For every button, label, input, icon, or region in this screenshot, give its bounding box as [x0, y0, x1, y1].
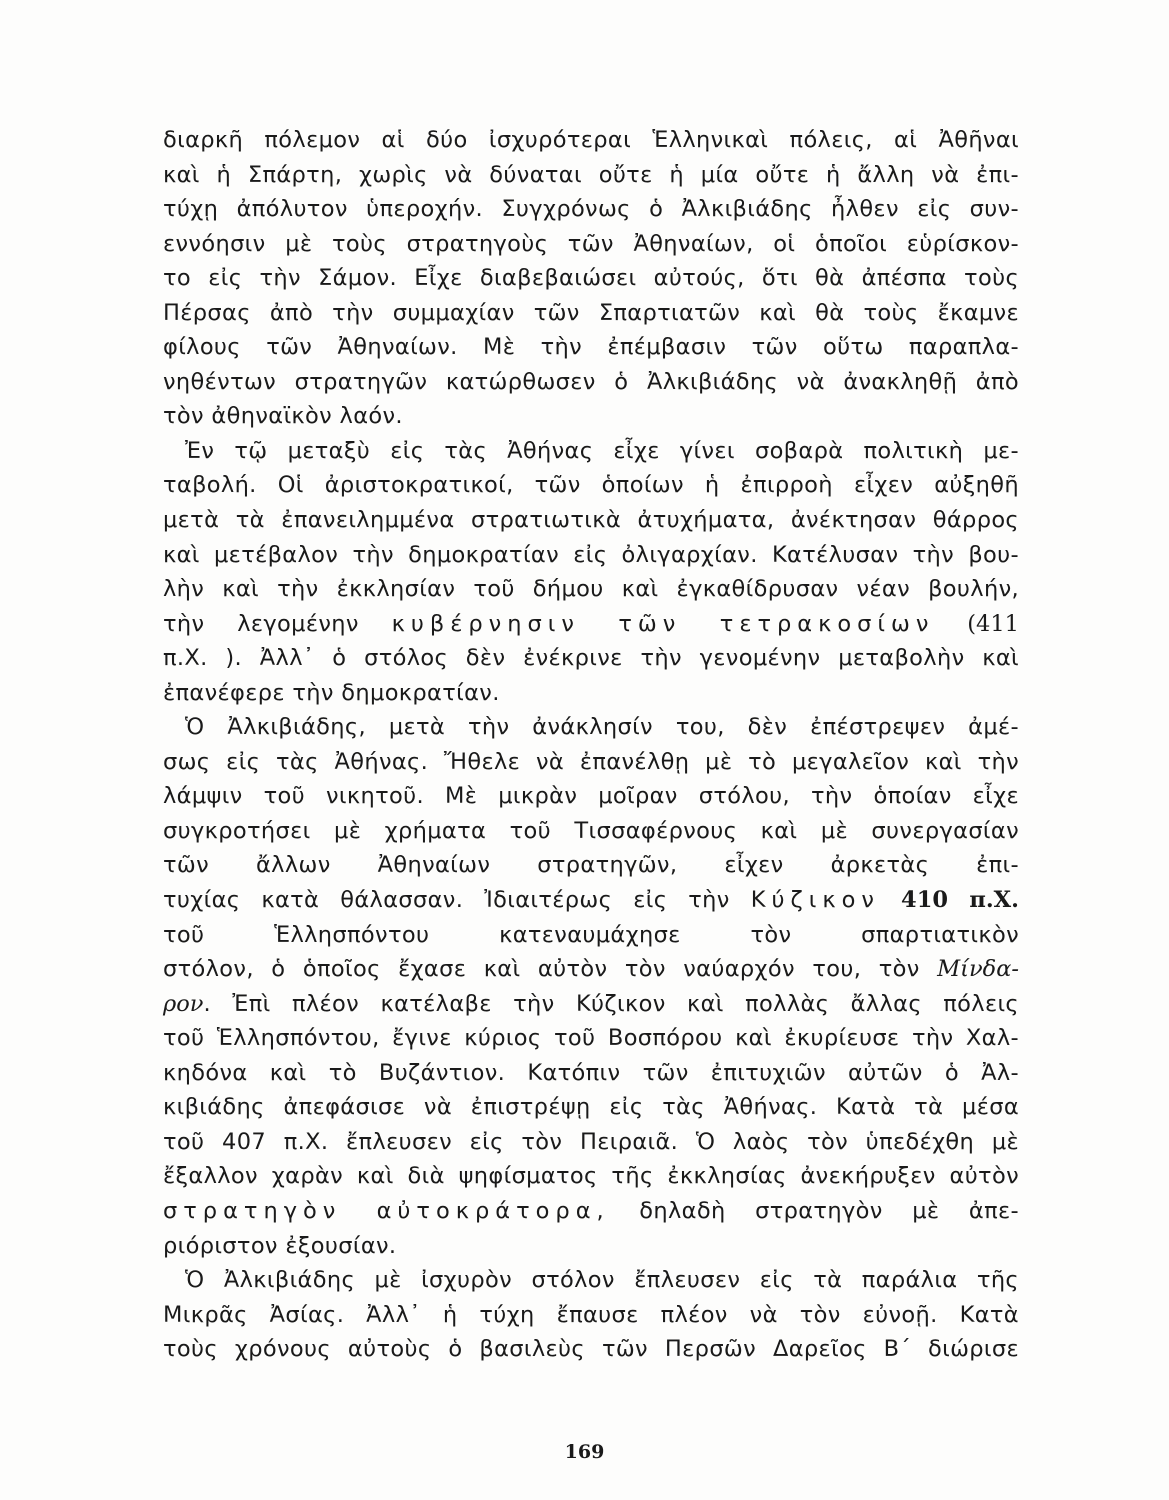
text-line: τοὺς χρόνους αὐτοὺς ὁ βασιλεὺς τῶν Περσῶν Δαρεῖος Β΄ διώρισε	[163, 1336, 1019, 1363]
text-fragment: . Ἐπὶ πλέον κατέλαβε τὴν Κύζικον καὶ πολλὰς ἄλλας πόλεις	[203, 990, 1019, 1017]
text-line	[163, 987, 1019, 1022]
emphasized-term: Κύζικον	[750, 887, 880, 914]
text-fragment: δηλαδὴ στρατηγὸν μὲ ἀπε-	[639, 1197, 1019, 1224]
emphasized-term: στρατηγὸν αὐτοκράτορα,	[163, 1197, 610, 1224]
text-line: Ὁ Ἀλκιβιάδης, μετὰ τὴν ἀνάκλησίν του, δὲν ἐπέστρεψεν ἀμέ-	[185, 714, 1019, 741]
text-line: Πέρσας ἀπὸ τὴν συμμαχίαν τῶν Σπαρτιατῶν καὶ θὰ τοὺς ἔκαμνε	[163, 299, 1019, 326]
text-line: μετὰ τὰ ἐπανειλημμένα στρατιωτικὰ ἀτυχήματα, ἀνέκτησαν θάρρος	[163, 507, 1019, 534]
text-fragment: τυχίας κατὰ θάλασσαν. Ἰδιαιτέρως εἰς τὴν	[163, 887, 730, 914]
text-fragment: στόλον, ὁ ὁποῖος ἔχασε καὶ αὐτὸν τὸν ναύαρχόν του, τὸν	[163, 956, 920, 983]
text-line: λάμψιν τοῦ νικητοῦ. Μὲ μικρὰν μοῖραν στόλου, τὴν ὁποίαν εἶχε	[163, 783, 1019, 810]
text-line: καὶ μετέβαλον τὴν δημοκρατίαν εἰς ὀλιγαρχίαν. Κατέλυσαν τὴν βου-	[163, 541, 1019, 568]
text-fragment: τὴν λεγομένην	[163, 610, 359, 637]
text-line: διαρκῆ πόλεμον αἱ δύο ἰσχυρότεραι Ἑλληνικαὶ πόλεις, αἱ Ἀθῆναι	[163, 127, 1019, 153]
text-line: τοῦ Ἑλλησπόντου κατεναυμάχησε τὸν σπαρτιατικὸν	[163, 921, 1019, 948]
text-line: Ὁ Ἀλκιβιάδης μὲ ἰσχυρὸν στόλον ἔπλευσεν εἰς τὰ παράλια τῆς	[185, 1267, 1019, 1294]
date-fragment: (411	[967, 610, 1019, 637]
text-line: φίλους τῶν Ἀθηναίων. Μὲ τὴν ἐπέμβασιν τῶν οὕτω παραπλα-	[163, 334, 1019, 361]
text-line: τοῦ 407 π.Χ. ἔπλευσεν εἰς τὸν Πειραιᾶ. Ὁ λαὸς τὸν ὑπεδέχθη μὲ	[163, 1128, 1019, 1155]
text-line: τοῦ Ἑλλησπόντου, ἔγινε κύριος τοῦ Βοσπόρου καὶ ἐκυρίευσε τὴν Χαλ-	[163, 1025, 1019, 1052]
text-line: Μικρᾶς Ἀσίας. Ἀλλ᾽ ἡ τύχη ἔπαυσε πλέον νὰ τὸν εὐνοῇ. Κατὰ	[163, 1301, 1019, 1328]
name-italic: Μίνδα-	[937, 956, 1019, 983]
text-line: τύχῃ ἀπόλυτον ὑπεροχήν. Συγχρόνως ὁ Ἀλκιβιάδης ἦλθεν εἰς συν-	[163, 196, 1019, 223]
name-italic: ρον	[163, 990, 204, 1017]
text-line: Ἐν τῷ μεταξὺ εἰς τὰς Ἀθήνας εἶχε γίνει σοβαρὰ πολιτικὴ με-	[185, 437, 1019, 464]
text-line: ταβολή. Οἱ ἀριστοκρατικοί, τῶν ὁποίων ἡ ἐπιρροὴ εἶχεν αὐξηθῆ	[163, 472, 1019, 499]
text-line: το εἰς τὴν Σάμον. Εἶχε διαβεβαιώσει αὐτούς, ὅτι θὰ ἀπέσπα τοὺς	[163, 265, 1019, 292]
text-line	[163, 607, 1019, 642]
body-text	[163, 123, 1019, 1367]
text-line	[163, 1194, 1019, 1229]
text-line: ριόριστον ἐξουσίαν.	[163, 1232, 397, 1259]
text-line: συγκροτήσει μὲ χρήματα τοῦ Τισσαφέρνους καὶ μὲ συνεργασίαν	[163, 817, 1019, 844]
text-line: π.Χ. ). Ἀλλ᾽ ὁ στόλος δὲν ἐνέκρινε τὴν γενομένην μεταβολὴν καὶ	[163, 645, 1019, 672]
page-number: 169	[564, 1441, 605, 1463]
text-line: εννόησιν μὲ τοὺς στρατηγοὺς τῶν Ἀθηναίων, οἱ ὁποῖοι εὑρίσκον-	[163, 230, 1019, 257]
text-line: καὶ ἡ Σπάρτη, χωρὶς νὰ δύναται οὔτε ἡ μία οὔτε ἡ ἄλλη νὰ ἐπι-	[163, 161, 1019, 188]
text-line: νηθέντων στρατηγῶν κατώρθωσεν ὁ Ἀλκιβιάδης νὰ ἀνακληθῇ ἀπὸ	[163, 368, 1019, 395]
text-line	[163, 952, 1019, 987]
text-line: τὸν ἀθηναϊκὸν λαόν.	[163, 403, 403, 430]
text-line: λὴν καὶ τὴν ἐκκλησίαν τοῦ δήμου καὶ ἐγκαθίδρυσαν νέαν βουλήν,	[163, 576, 1019, 603]
emphasized-term: κυβέρνησιν τῶν τετρακοσίων	[391, 610, 935, 637]
text-line: κηδόνα καὶ τὸ Βυζάντιον. Κατόπιν τῶν ἐπιτυχιῶν αὐτῶν ὁ Ἀλ-	[163, 1059, 1019, 1086]
text-line	[163, 883, 1019, 918]
text-line: σως εἰς τὰς Ἀθήνας. Ἤθελε νὰ ἐπανέλθῃ μὲ τὸ μεγαλεῖον καὶ τὴν	[163, 748, 1019, 775]
date-marker: 410 π.Χ.	[901, 887, 1019, 914]
text-line: κιβιάδης ἀπεφάσισε νὰ ἐπιστρέψῃ εἰς τὰς Ἀθήνας. Κατὰ τὰ μέσα	[163, 1094, 1019, 1121]
text-line: ἐπανέφερε τὴν δημοκρατίαν.	[163, 679, 500, 706]
text-line: τῶν ἄλλων Ἀθηναίων στρατηγῶν, εἶχεν ἀρκετὰς ἐπι-	[163, 852, 1019, 879]
text-line: ἔξαλλον χαρὰν καὶ διὰ ψηφίσματος τῆς ἐκκλησίας ἀνεκήρυξεν αὐτὸν	[163, 1163, 1019, 1190]
